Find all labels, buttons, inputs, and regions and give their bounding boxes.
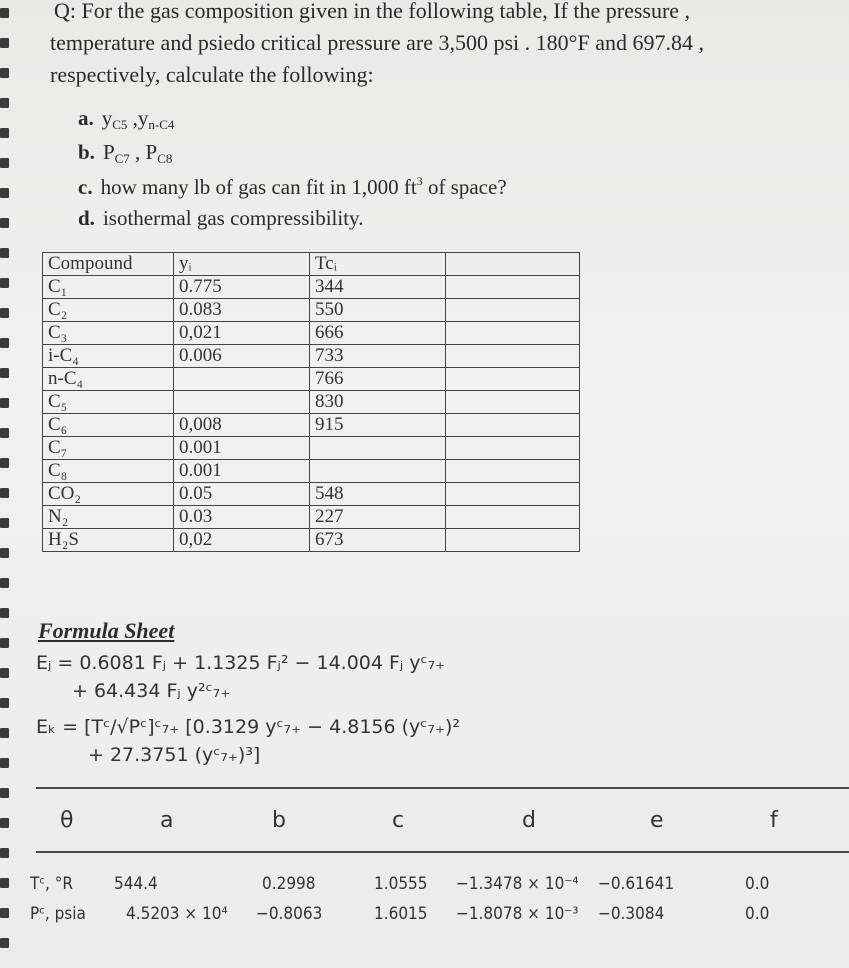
table-cell: 673 [310,529,446,552]
formula-ej-line1: Eⱼ = 0.6081 Fⱼ + 1.1325 Fⱼ² − 14.004 Fⱼ yᶜ₇₊ [36,652,446,674]
table-cell: C₁ [43,276,174,299]
table-cell: 550 [310,299,446,322]
table-cell: 0.05 [174,483,310,506]
coef-header-b: b [272,808,286,833]
table-cell: Compound [43,253,174,276]
question-line-2: temperature and psiedo critical pressure are 3,500 psi . 180°F and 697.84 , [50,30,704,55]
item-d: d. isothermal gas compressibility. [78,206,364,230]
table-header-row [43,253,580,276]
coef-row-tc-c: 1.0555 [374,874,428,894]
table-cell [446,483,580,506]
question-line-1: Q: For the gas composition given in the following table, If the pressure , [54,0,691,23]
table-row [43,345,580,368]
item-d-marker: d. [78,206,95,230]
table-cell: C₇ [43,437,174,460]
coef-row-pc-b: −0.8063 [256,904,323,924]
formula-ek-line2: + 27.3751 (yᶜ₇₊)³] [88,744,261,766]
table-cell [174,391,310,414]
table-cell: 915 [310,414,446,437]
table-cell [446,460,580,483]
table-cell [446,253,580,276]
composition-table [42,252,580,552]
coef-header-e: e [650,808,664,833]
item-b: b. $P_{C7}$ , $P_{C8}$ [78,140,173,166]
question-line-3: respectively, calculate the following: [50,62,374,87]
table-cell [446,506,580,529]
table-row [43,299,580,322]
table-cell: 0.775 [174,276,310,299]
table-cell [446,322,580,345]
binder-edge [0,0,12,968]
coef-header-d: d [522,808,536,833]
table-cell: H₂S [43,529,174,552]
coef-row-pc-label: Pᶜ, psia [30,904,86,924]
table-cell [446,299,580,322]
coef-row-tc-e: −0.61641 [598,874,675,894]
item-b-marker: b. [78,140,95,164]
table-cell [310,460,446,483]
table-cell: 0.03 [174,506,310,529]
table-cell: 0.083 [174,299,310,322]
coef-row-pc-d: −1.8078 × 10⁻³ [456,904,579,924]
formula-ek-line1: Eₖ = [Tᶜ/√Pᶜ]ᶜ₇₊ [0.3129 yᶜ₇₊ − 4.8156 (yᶜ₇₊)² [36,716,461,738]
coef-row-tc-d: −1.3478 × 10⁻⁴ [456,874,579,894]
coef-row-tc-f: 0.0 [745,874,770,894]
table-cell: C₂ [43,299,174,322]
table-row [43,506,580,529]
item-a-marker: a. [78,106,94,130]
table-row [43,483,580,506]
table-cell: 344 [310,276,446,299]
table-cell: i-C₄ [43,345,174,368]
table-cell [446,391,580,414]
table-cell [174,368,310,391]
table-cell: 0,02 [174,529,310,552]
table-row [43,391,580,414]
table-cell: 830 [310,391,446,414]
table-row [43,414,580,437]
table-cell: C₈ [43,460,174,483]
table-cell: 0,008 [174,414,310,437]
table-row [43,276,580,299]
coef-row-pc-f: 0.0 [745,904,770,924]
table-cell: N₂ [43,506,174,529]
coef-row-tc-label: Tᶜ, °R [30,874,73,894]
table-cell: Tcᵢ [310,253,446,276]
table-cell [446,276,580,299]
coef-table-top-rule [36,787,849,789]
item-c-marker: c. [78,175,93,199]
table-cell: C₆ [43,414,174,437]
table-row [43,322,580,345]
table-cell [446,529,580,552]
table-cell: C₃ [43,322,174,345]
table-cell [446,345,580,368]
table-cell: 0.006 [174,345,310,368]
item-c: c. how many lb of gas can fit in 1,000 $ft^3$ of space? [78,174,507,199]
table-cell [446,437,580,460]
table-cell: 0.001 [174,437,310,460]
coef-header-c: c [392,808,405,833]
item-a: a. $y_{C5}$ $,y_{n-C4}$ [78,106,175,132]
table-cell: 0.001 [174,460,310,483]
table-row [43,529,580,552]
table-cell: 766 [310,368,446,391]
table-cell: 733 [310,345,446,368]
table-cell: n-C₄ [43,368,174,391]
coef-row-pc-e: −0.3084 [598,904,665,924]
table-cell [446,368,580,391]
coef-row-tc-b: 0.2998 [262,874,316,894]
table-row [43,368,580,391]
table-cell [446,414,580,437]
coef-row-pc-c: 1.6015 [374,904,428,924]
coef-table-header-rule [36,851,849,853]
table-cell [310,437,446,460]
coef-row-pc-a: 4.5203 × 10⁴ [126,904,228,924]
table-cell: C₅ [43,391,174,414]
table-cell: 666 [310,322,446,345]
coef-header-f: f [770,808,778,833]
table-row [43,437,580,460]
table-row [43,460,580,483]
table-cell: CO₂ [43,483,174,506]
coef-header-theta: θ [60,808,74,833]
formula-ej-line2: + 64.434 Fⱼ y²ᶜ₇₊ [72,680,231,702]
table-cell: yᵢ [174,253,310,276]
table-cell: 0,021 [174,322,310,345]
formula-sheet-title: Formula Sheet [38,618,175,643]
coef-row-tc-a: 544.4 [114,874,158,894]
table-cell: 227 [310,506,446,529]
coef-header-a: a [160,808,174,833]
table-cell: 548 [310,483,446,506]
